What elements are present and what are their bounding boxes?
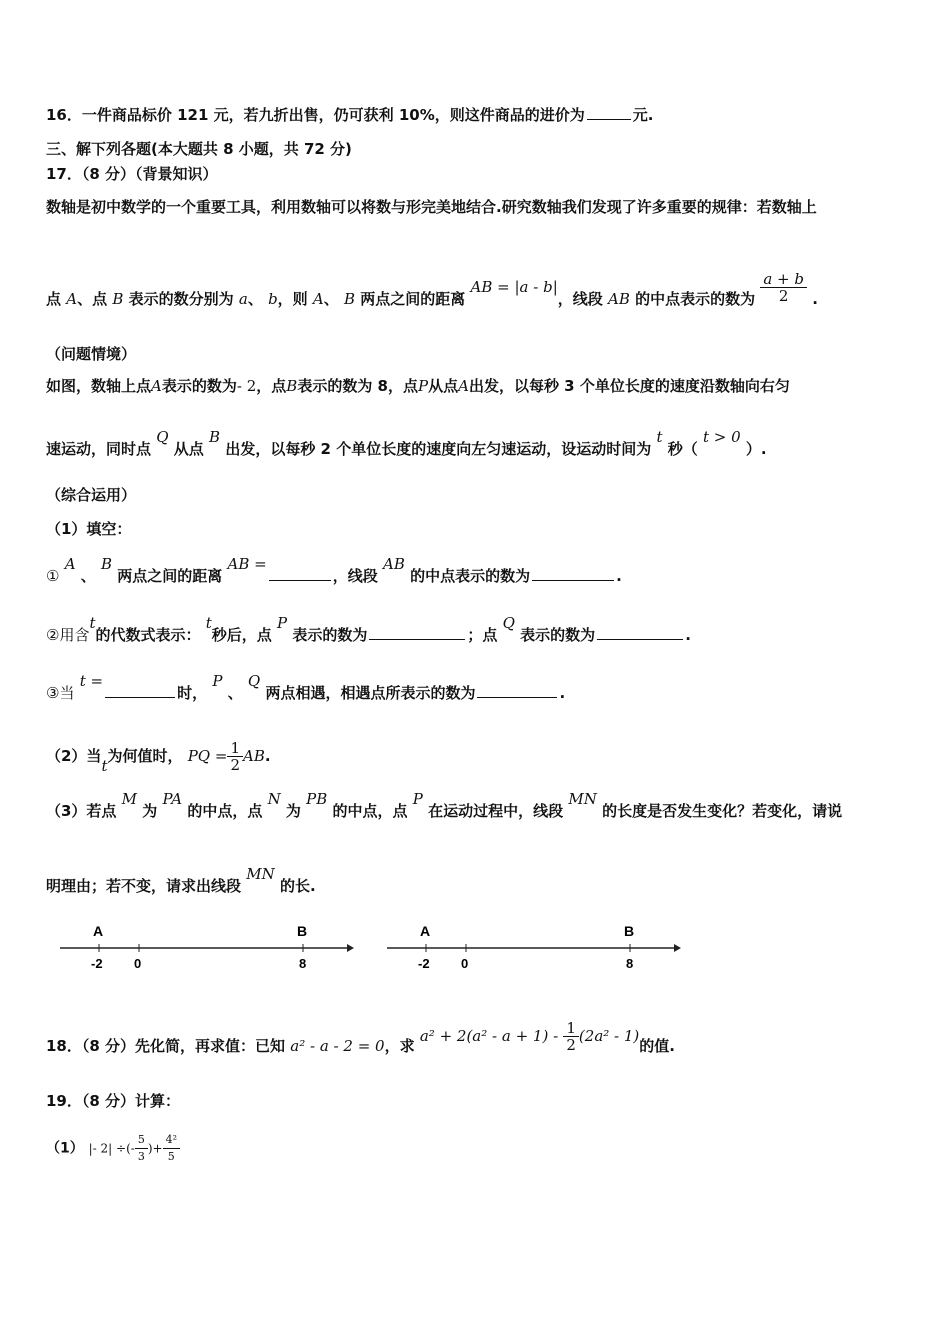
number-line-1	[55, 918, 355, 978]
section3-title: 三、解下列各题(本大题共 8 小题，共 72 分)	[46, 140, 352, 158]
blank-meet-time[interactable]	[105, 683, 175, 698]
half-fraction: $\frac{1}{2}$	[227, 740, 243, 773]
tick-label-minus2: -2	[418, 956, 430, 971]
q18-half-fraction: $\frac{1}{2}$	[563, 1020, 579, 1053]
part-2: （2）当t为何值时， PQ = $\frac{1}{2}$ AB.	[46, 739, 271, 775]
q17-background-line2: 点 A、点 B 表示的数分别为 a、 b，则 A、 B 两点之间的距离 AB = |a - b|，线段 AB 的中点表示的数为 $\frac{a + b}{2}$ .	[46, 270, 818, 308]
q19-header: 19．（8 分）计算：	[46, 1092, 181, 1110]
part-3-line2: 明理由；若不变，请求出线段 MN 的长.	[46, 865, 316, 895]
apply-title: （综合运用）	[46, 486, 137, 504]
axis-arrow	[674, 944, 681, 952]
q19-fraction-16-5: $\frac{\text{4²}}{5}$	[163, 1132, 180, 1165]
q18-line: 18．（8 分）先化简，再求值：已知 a² - a - 2 = 0，求 a² + 2(a² - a + 1) - $\frac{1}{2}$ (2a² - 1)的值.	[46, 1019, 675, 1055]
tick-label-0: 0	[461, 956, 469, 971]
q16-line: 16．一件商品标价 121 元，若九折出售，仍可获利 10%，则这件商品的进价为 元.	[46, 106, 654, 124]
blank-p-expression[interactable]	[369, 625, 465, 640]
label-b: B	[624, 923, 635, 939]
distance-formula: AB = |a - b|	[470, 278, 558, 296]
fill-title: （1）填空：	[46, 520, 132, 538]
label-a: A	[420, 923, 431, 939]
q17-background-line1: 数轴是初中数学的一个重要工具，利用数轴可以将数与形完美地结合.研究数轴我们发现了许多重要的规律：若数轴上	[46, 198, 817, 216]
tick-label-8: 8	[299, 956, 307, 971]
fill-item-3: ③当 t =时， P 、 Q 两点相遇，相遇点所表示的数为 .	[46, 672, 566, 702]
q18-expr-part1: a² + 2(a² - a + 1) -	[419, 1027, 559, 1045]
part-3-line1: （3）若点 M 为 PA 的中点，点 N 为 PB 的中点，点 P 在运动过程中，线段 MN 的长度是否发生变化？若变化，请说	[46, 790, 843, 820]
q19-item1: （1） |- 2| ÷(- $\frac{5}{3}$ )+ $\frac{\text{4²}}{5}$	[46, 1132, 180, 1165]
tick-label-minus2: -2	[91, 956, 103, 971]
q17-header: 17．（8 分）（背景知识）	[46, 165, 218, 183]
axis-arrow	[347, 944, 354, 952]
number-line-2	[382, 918, 682, 978]
situation-line1: 如图，数轴上点A表示的数为- 2，点B表示的数为 8，点P从点A出发，以每秒 3 个单位长度的速度沿数轴向右匀	[46, 377, 790, 395]
situation-line2: 速运动，同时点 Q 从点 B 出发，以每秒 2 个单位长度的速度向左匀速运动，设运动时间为 t 秒（ t > 0 ）.	[46, 428, 767, 458]
label-b: B	[297, 923, 308, 939]
fill-item-2: ②用含t的代数式表示： t秒后，点 P 表示的数为 ；点 Q 表示的数为 .	[46, 614, 691, 644]
blank-ab-midpoint[interactable]	[532, 566, 614, 581]
blank-meet-point[interactable]	[477, 683, 557, 698]
blank-ab-distance[interactable]	[269, 566, 331, 581]
q19-fraction-5-3: $\frac{5}{3}$	[135, 1132, 148, 1165]
q16-text: 16．一件商品标价 121 元，若九折出售，仍可获利 10%，则这件商品的进价为	[46, 106, 585, 124]
tick-label-0: 0	[134, 956, 142, 971]
q18-expr-part2: (2a² - 1)	[578, 1027, 640, 1045]
q16-blank[interactable]	[587, 105, 631, 120]
label-a: A	[93, 923, 104, 939]
situation-title: （问题情境）	[46, 345, 137, 363]
q18-condition: a² - a - 2 = 0	[290, 1037, 385, 1055]
midpoint-fraction: $\frac{a + b}{2}$	[760, 271, 807, 304]
tick-label-8: 8	[626, 956, 634, 971]
fill-item-1: ① A 、 B 两点之间的距离 AB =，线段 AB 的中点表示的数为 .	[46, 555, 622, 585]
blank-q-expression[interactable]	[597, 625, 683, 640]
